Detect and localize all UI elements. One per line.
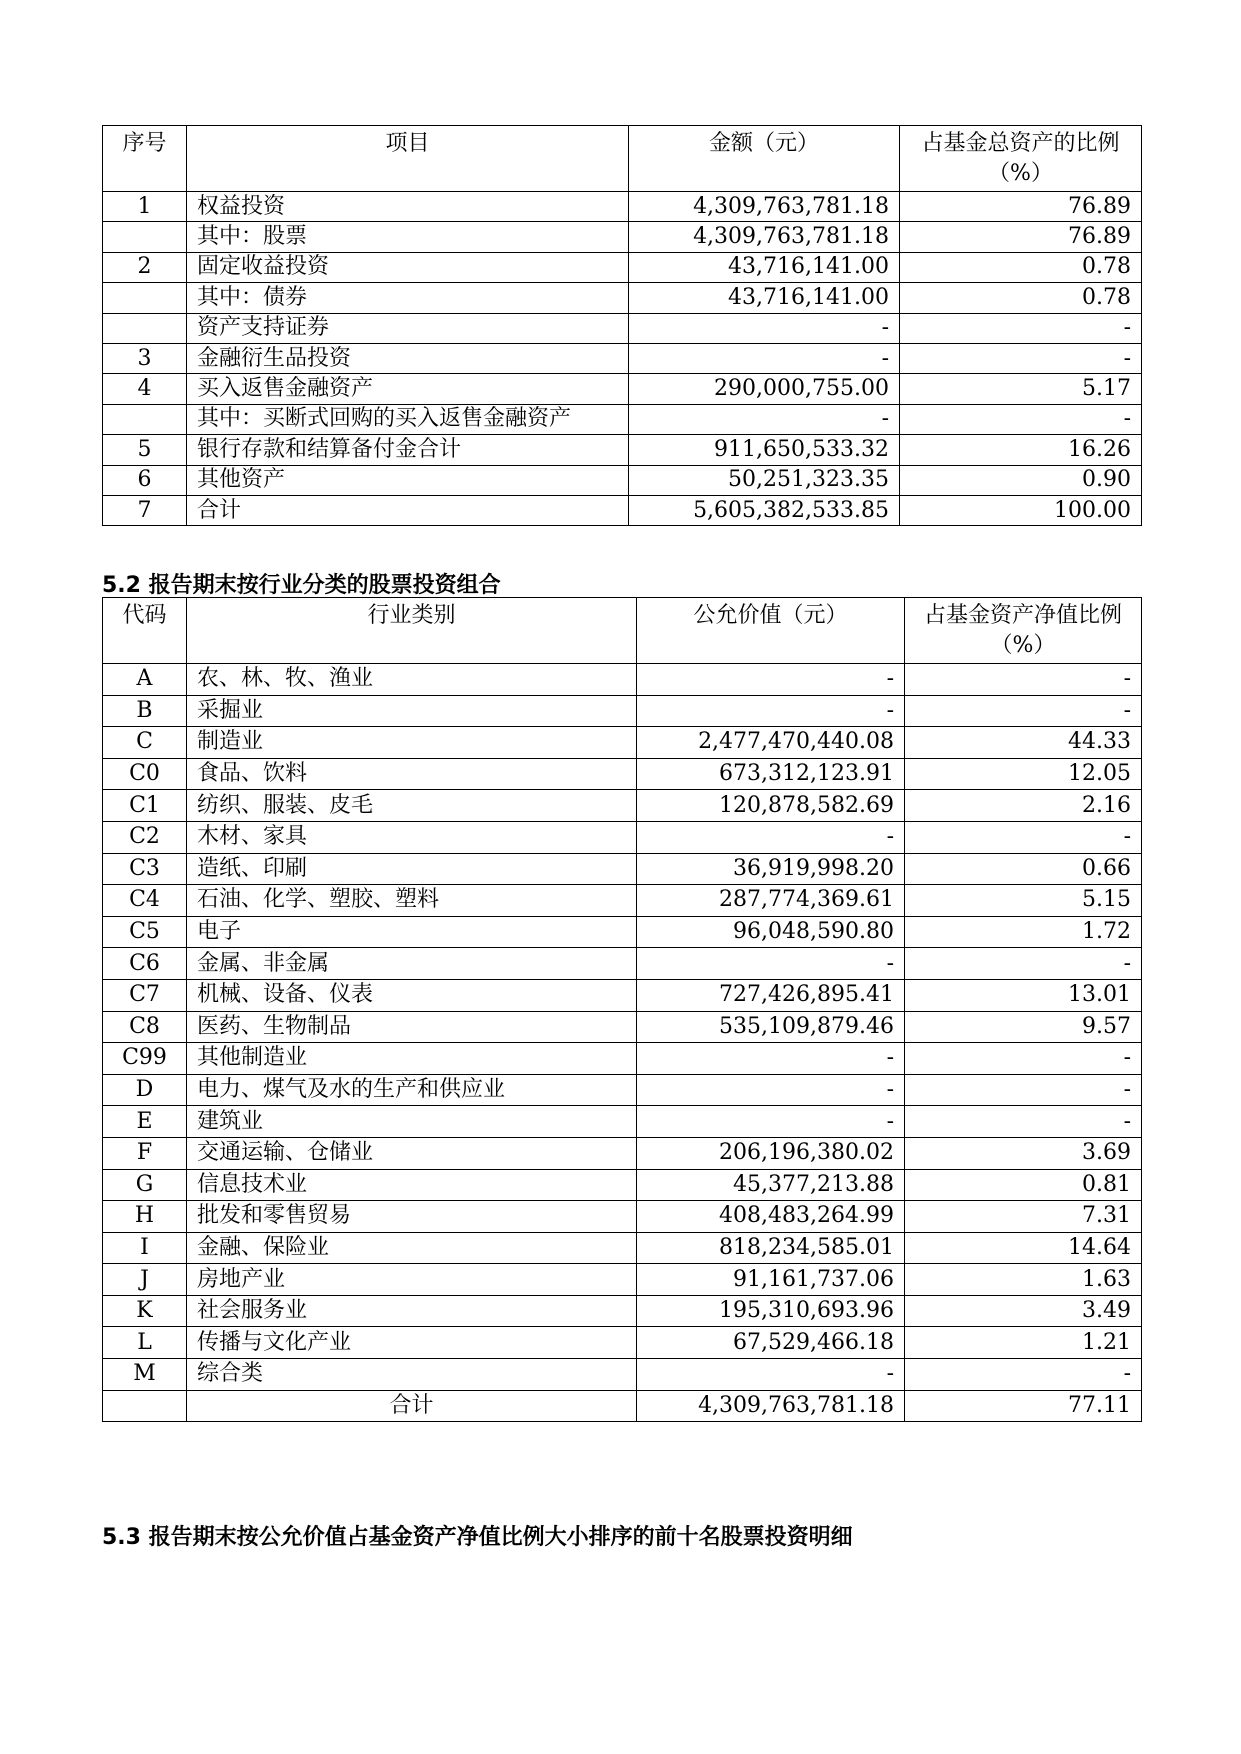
section-heading-5-3: 5.3 报告期末按公允价值占基金资产净值比例大小排序的前十名股票投资明细	[102, 1525, 853, 1550]
row-code: K	[103, 1295, 187, 1327]
row-code: C99	[103, 1043, 187, 1075]
row-item: 其中：债券	[187, 283, 629, 313]
row-fair-value: -	[637, 1074, 905, 1106]
row-item: 其中：买断式回购的买入返售金融资产	[187, 404, 629, 434]
table-total-row	[103, 1390, 1142, 1422]
row-industry: 综合类	[187, 1359, 637, 1391]
row-nav-ratio: 1.63	[905, 1264, 1142, 1296]
row-industry: 电力、煤气及水的生产和供应业	[187, 1074, 637, 1106]
row-number: 2	[103, 252, 187, 282]
row-fair-value: -	[637, 948, 905, 980]
table-row	[103, 1264, 1142, 1296]
row-nav-ratio: 1.21	[905, 1327, 1142, 1359]
row-fair-value: -	[637, 821, 905, 853]
row-code: C4	[103, 885, 187, 917]
section-heading-5-2: 5.2 报告期末按行业分类的股票投资组合	[102, 573, 501, 598]
total-label: 合计	[187, 1390, 637, 1422]
row-code: M	[103, 1359, 187, 1391]
row-item: 资产支持证券	[187, 313, 629, 343]
row-nav-ratio: 14.64	[905, 1232, 1142, 1264]
row-ratio: 76.89	[900, 222, 1142, 252]
row-amount: -	[629, 313, 900, 343]
row-nav-ratio: 13.01	[905, 979, 1142, 1011]
table-row	[103, 979, 1142, 1011]
row-ratio: -	[900, 404, 1142, 434]
row-code: C8	[103, 1011, 187, 1043]
row-number	[103, 313, 187, 343]
row-item: 其他资产	[187, 465, 629, 495]
row-code: A	[103, 664, 187, 696]
total-fair-value: 4,309,763,781.18	[637, 1390, 905, 1422]
row-industry: 信息技术业	[187, 1169, 637, 1201]
table-row	[103, 853, 1142, 885]
header-cell-no: 序号	[103, 126, 187, 192]
table-row	[103, 1106, 1142, 1138]
row-code: C2	[103, 821, 187, 853]
row-amount: 4,309,763,781.18	[629, 192, 900, 222]
row-nav-ratio: -	[905, 948, 1142, 980]
row-nav-ratio: 9.57	[905, 1011, 1142, 1043]
row-industry: 金属、非金属	[187, 948, 637, 980]
row-item: 银行存款和结算备付金合计	[187, 435, 629, 465]
row-industry: 传播与文化产业	[187, 1327, 637, 1359]
row-item: 固定收益投资	[187, 252, 629, 282]
row-code: F	[103, 1137, 187, 1169]
row-code: C7	[103, 979, 187, 1011]
row-item: 权益投资	[187, 192, 629, 222]
table-row	[103, 727, 1142, 759]
table-row	[103, 1201, 1142, 1233]
row-code: C3	[103, 853, 187, 885]
row-industry: 食品、饮料	[187, 758, 637, 790]
table-row	[103, 192, 1142, 222]
industry-allocation-table	[102, 597, 1142, 1422]
row-number	[103, 404, 187, 434]
row-industry: 纺织、服装、皮毛	[187, 790, 637, 822]
row-code: G	[103, 1169, 187, 1201]
row-code: J	[103, 1264, 187, 1296]
header-cell-industry: 行业类别	[187, 598, 637, 664]
row-ratio: -	[900, 343, 1142, 373]
row-fair-value: -	[637, 1359, 905, 1391]
row-nav-ratio: 3.69	[905, 1137, 1142, 1169]
row-amount: -	[629, 404, 900, 434]
header-cell-fair-value: 公允价值（元）	[637, 598, 905, 664]
row-number: 3	[103, 343, 187, 373]
table-row	[103, 1011, 1142, 1043]
row-industry: 机械、设备、仪表	[187, 979, 637, 1011]
row-amount: -	[629, 343, 900, 373]
row-code: C6	[103, 948, 187, 980]
row-fair-value: -	[637, 1106, 905, 1138]
row-nav-ratio: 3.49	[905, 1295, 1142, 1327]
row-amount: 911,650,533.32	[629, 435, 900, 465]
table-row	[103, 948, 1142, 980]
row-number: 4	[103, 374, 187, 404]
table-row	[103, 1359, 1142, 1391]
row-nav-ratio: -	[905, 821, 1142, 853]
row-number	[103, 283, 187, 313]
row-nav-ratio: -	[905, 664, 1142, 696]
row-item: 金融衍生品投资	[187, 343, 629, 373]
row-fair-value: 96,048,590.80	[637, 916, 905, 948]
row-fair-value: 67,529,466.18	[637, 1327, 905, 1359]
table-row	[103, 252, 1142, 282]
row-fair-value: 818,234,585.01	[637, 1232, 905, 1264]
row-fair-value: 673,312,123.91	[637, 758, 905, 790]
row-nav-ratio: -	[905, 1106, 1142, 1138]
row-nav-ratio: -	[905, 1043, 1142, 1075]
row-ratio: 5.17	[900, 374, 1142, 404]
row-code: B	[103, 695, 187, 727]
row-fair-value: 727,426,895.41	[637, 979, 905, 1011]
row-industry: 农、林、牧、渔业	[187, 664, 637, 696]
row-nav-ratio: 7.31	[905, 1201, 1142, 1233]
table-row	[103, 465, 1142, 495]
row-industry: 电子	[187, 916, 637, 948]
row-fair-value: 408,483,264.99	[637, 1201, 905, 1233]
row-amount: 43,716,141.00	[629, 283, 900, 313]
row-number	[103, 222, 187, 252]
row-ratio: 0.90	[900, 465, 1142, 495]
row-industry: 其他制造业	[187, 1043, 637, 1075]
row-industry: 医药、生物制品	[187, 1011, 637, 1043]
row-fair-value: -	[637, 695, 905, 727]
row-nav-ratio: 0.81	[905, 1169, 1142, 1201]
table-row	[103, 664, 1142, 696]
row-ratio: 16.26	[900, 435, 1142, 465]
table-row	[103, 790, 1142, 822]
table-row	[103, 758, 1142, 790]
table-row	[103, 313, 1142, 343]
table-row	[103, 885, 1142, 917]
row-amount: 43,716,141.00	[629, 252, 900, 282]
header-cell-amount: 金额（元）	[629, 126, 900, 192]
row-nav-ratio: 1.72	[905, 916, 1142, 948]
row-ratio: -	[900, 313, 1142, 343]
row-industry: 金融、保险业	[187, 1232, 637, 1264]
table-row	[103, 222, 1142, 252]
row-nav-ratio: -	[905, 1074, 1142, 1106]
table-row	[103, 1074, 1142, 1106]
row-fair-value: 195,310,693.96	[637, 1295, 905, 1327]
row-code: C1	[103, 790, 187, 822]
header-cell-item: 项目	[187, 126, 629, 192]
total-code	[103, 1390, 187, 1422]
row-fair-value: 535,109,879.46	[637, 1011, 905, 1043]
row-number: 7	[103, 495, 187, 525]
row-nav-ratio: 44.33	[905, 727, 1142, 759]
row-item: 买入返售金融资产	[187, 374, 629, 404]
row-item: 合计	[187, 495, 629, 525]
row-nav-ratio: -	[905, 1359, 1142, 1391]
row-code: L	[103, 1327, 187, 1359]
row-ratio: 100.00	[900, 495, 1142, 525]
table-row	[103, 374, 1142, 404]
row-number: 1	[103, 192, 187, 222]
row-fair-value: 45,377,213.88	[637, 1169, 905, 1201]
row-code: I	[103, 1232, 187, 1264]
row-fair-value: 206,196,380.02	[637, 1137, 905, 1169]
table-row	[103, 1295, 1142, 1327]
row-number: 5	[103, 435, 187, 465]
row-number: 6	[103, 465, 187, 495]
table-header-row	[103, 126, 1142, 192]
table-row	[103, 1169, 1142, 1201]
row-industry: 房地产业	[187, 1264, 637, 1296]
row-fair-value: 287,774,369.61	[637, 885, 905, 917]
row-ratio: 76.89	[900, 192, 1142, 222]
table-row	[103, 1043, 1142, 1075]
table-row	[103, 1327, 1142, 1359]
row-industry: 采掘业	[187, 695, 637, 727]
table-header-row	[103, 598, 1142, 664]
row-code: E	[103, 1106, 187, 1138]
table-row	[103, 343, 1142, 373]
header-cell-nav-ratio: 占基金资产净值比例（%）	[905, 598, 1142, 664]
table-row	[103, 1137, 1142, 1169]
table-row	[103, 404, 1142, 434]
row-industry: 制造业	[187, 727, 637, 759]
row-nav-ratio: 0.66	[905, 853, 1142, 885]
table-row	[103, 495, 1142, 525]
row-amount: 50,251,323.35	[629, 465, 900, 495]
asset-allocation-table	[102, 125, 1142, 526]
row-industry: 社会服务业	[187, 1295, 637, 1327]
row-nav-ratio: 12.05	[905, 758, 1142, 790]
header-cell-code: 代码	[103, 598, 187, 664]
row-industry: 木材、家具	[187, 821, 637, 853]
row-item: 其中：股票	[187, 222, 629, 252]
row-industry: 批发和零售贸易	[187, 1201, 637, 1233]
row-industry: 造纸、印刷	[187, 853, 637, 885]
table-row	[103, 695, 1142, 727]
row-code: H	[103, 1201, 187, 1233]
row-industry: 石油、化学、塑胶、塑料	[187, 885, 637, 917]
row-fair-value: -	[637, 664, 905, 696]
table-row	[103, 821, 1142, 853]
total-nav-ratio: 77.11	[905, 1390, 1142, 1422]
row-code: D	[103, 1074, 187, 1106]
table-row	[103, 435, 1142, 465]
table-row	[103, 283, 1142, 313]
row-fair-value: -	[637, 1043, 905, 1075]
row-nav-ratio: 5.15	[905, 885, 1142, 917]
row-amount: 4,309,763,781.18	[629, 222, 900, 252]
row-nav-ratio: -	[905, 695, 1142, 727]
row-code: C5	[103, 916, 187, 948]
row-fair-value: 2,477,470,440.08	[637, 727, 905, 759]
row-amount: 5,605,382,533.85	[629, 495, 900, 525]
row-amount: 290,000,755.00	[629, 374, 900, 404]
header-cell-ratio: 占基金总资产的比例（%）	[900, 126, 1142, 192]
row-ratio: 0.78	[900, 252, 1142, 282]
row-industry: 建筑业	[187, 1106, 637, 1138]
table-row	[103, 916, 1142, 948]
row-industry: 交通运输、仓储业	[187, 1137, 637, 1169]
row-code: C0	[103, 758, 187, 790]
row-code: C	[103, 727, 187, 759]
row-nav-ratio: 2.16	[905, 790, 1142, 822]
row-fair-value: 36,919,998.20	[637, 853, 905, 885]
row-fair-value: 120,878,582.69	[637, 790, 905, 822]
table-row	[103, 1232, 1142, 1264]
row-ratio: 0.78	[900, 283, 1142, 313]
row-fair-value: 91,161,737.06	[637, 1264, 905, 1296]
